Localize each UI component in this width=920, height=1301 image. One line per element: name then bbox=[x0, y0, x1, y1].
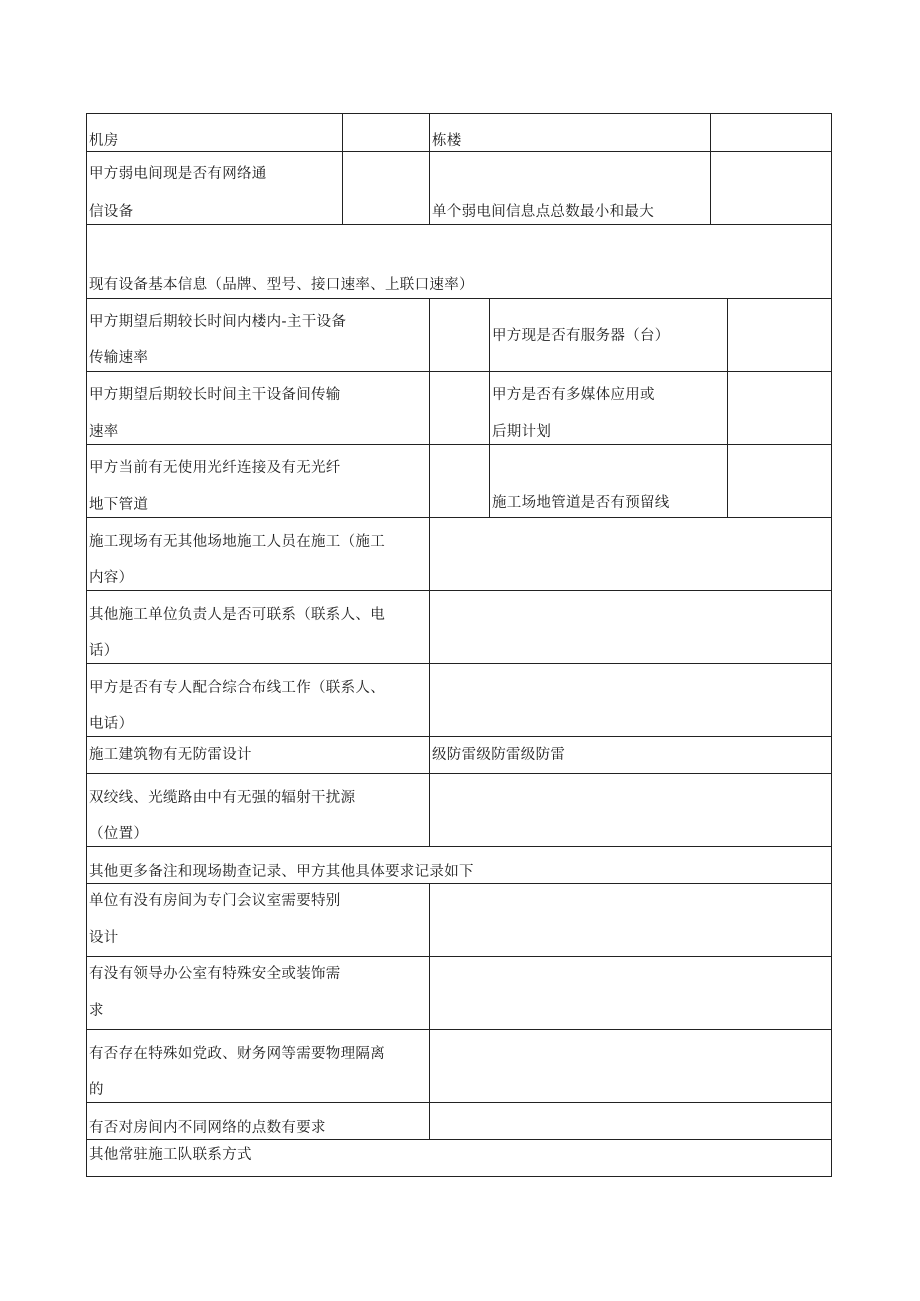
table-row bbox=[87, 774, 831, 847]
label-cell bbox=[87, 664, 429, 736]
label-cell bbox=[87, 152, 342, 224]
table-row bbox=[87, 591, 831, 664]
value-cell[interactable] bbox=[429, 1103, 831, 1139]
label-dedicated-liaison-cont: 电话） bbox=[89, 716, 134, 732]
value-cell[interactable] bbox=[429, 957, 831, 1029]
label-backbone-rate-in-building-cont: 传输速率 bbox=[89, 350, 149, 366]
value-cell[interactable] bbox=[429, 372, 489, 444]
label-cell bbox=[87, 737, 429, 773]
value-cell[interactable] bbox=[429, 664, 831, 736]
value-cell[interactable] bbox=[727, 372, 831, 444]
table-row bbox=[87, 1030, 831, 1103]
label-cell bbox=[87, 1140, 831, 1176]
value-cell[interactable] bbox=[429, 591, 831, 663]
table-row bbox=[87, 847, 831, 884]
value-cell[interactable] bbox=[342, 114, 429, 151]
label-cell bbox=[87, 957, 429, 1029]
label-cell bbox=[489, 372, 727, 444]
label-weak-room-network-cont: 信设备 bbox=[89, 204, 134, 220]
table-row bbox=[87, 225, 831, 299]
label-cell bbox=[87, 372, 429, 444]
label-backbone-inter-rate-cont: 速率 bbox=[89, 424, 119, 440]
table-row bbox=[87, 445, 831, 518]
value-cell bbox=[429, 737, 831, 773]
label-cell bbox=[87, 591, 429, 663]
label-building: 栋楼 bbox=[432, 133, 462, 149]
label-physical-isolation: 有否存在特殊如党政、财务网等需要物理隔离 bbox=[89, 1046, 385, 1062]
label-physical-isolation-cont: 的 bbox=[89, 1082, 104, 1098]
value-cell[interactable] bbox=[429, 774, 831, 846]
label-cell bbox=[87, 884, 429, 956]
table-row bbox=[87, 518, 831, 591]
label-leader-office-needs: 有没有领导办公室有特殊安全或装饰需 bbox=[89, 966, 341, 982]
label-interference-source-cont: （位置） bbox=[89, 826, 149, 842]
label-fiber-usage: 甲方当前有无使用光纤连接及有无光纤 bbox=[89, 460, 341, 476]
label-machine-room: 机房 bbox=[89, 133, 119, 149]
label-meeting-room-design-cont: 设计 bbox=[89, 930, 119, 946]
label-fiber-usage-cont: 地下管道 bbox=[89, 497, 149, 513]
label-cell bbox=[489, 445, 727, 517]
label-cell bbox=[429, 152, 710, 224]
value-cell[interactable] bbox=[710, 152, 831, 224]
table-row bbox=[87, 114, 831, 152]
label-network-point-count: 有否对房间内不同网络的点数有要求 bbox=[89, 1120, 326, 1136]
label-cell bbox=[87, 299, 429, 371]
label-cell bbox=[87, 847, 831, 883]
label-interference-source: 双绞线、光缆路由中有无强的辐射干扰源 bbox=[89, 790, 356, 806]
label-resident-team-contact: 其他常驻施工队联系方式 bbox=[89, 1147, 252, 1163]
value-cell[interactable] bbox=[429, 518, 831, 590]
value-cell[interactable] bbox=[429, 884, 831, 956]
label-cell bbox=[429, 114, 710, 151]
table-row bbox=[87, 1103, 831, 1140]
label-info-points-min-max: 单个弱电间信息点总数最小和最大 bbox=[432, 204, 654, 220]
table-row bbox=[87, 737, 831, 774]
table-row bbox=[87, 372, 831, 445]
table-row bbox=[87, 884, 831, 957]
label-lightning-protection: 施工建筑物有无防雷设计 bbox=[89, 747, 252, 763]
label-cell bbox=[87, 445, 429, 517]
label-leader-office-needs-cont: 求 bbox=[89, 1003, 104, 1019]
value-cell[interactable] bbox=[429, 299, 489, 371]
label-existing-equipment: 现有设备基本信息（品牌、型号、接口速率、上联口速率） bbox=[89, 277, 474, 293]
label-multimedia: 甲方是否有多媒体应用或 bbox=[492, 387, 655, 403]
label-cell bbox=[489, 299, 727, 371]
label-servers: 甲方现是否有服务器（台） bbox=[492, 328, 670, 344]
label-cell bbox=[87, 225, 831, 298]
label-cell bbox=[87, 518, 429, 590]
label-cell bbox=[87, 774, 429, 846]
label-dedicated-liaison: 甲方是否有专人配合综合布线工作（联系人、 bbox=[89, 680, 385, 696]
label-meeting-room-design: 单位有没有房间为专门会议室需要特别 bbox=[89, 893, 341, 909]
table-row bbox=[87, 957, 831, 1030]
value-cell[interactable] bbox=[727, 299, 831, 371]
value-cell[interactable] bbox=[429, 1030, 831, 1102]
value-cell[interactable] bbox=[429, 445, 489, 517]
label-backbone-rate-in-building: 甲方期望后期较长时间内楼内-主干设备 bbox=[89, 314, 347, 330]
lightning-protection-levels: 级防雷级防雷级防雷 bbox=[432, 747, 566, 763]
label-multimedia-cont: 后期计划 bbox=[492, 424, 552, 440]
label-other-contractor-contact-cont: 话） bbox=[89, 643, 119, 659]
value-cell[interactable] bbox=[342, 152, 429, 224]
label-cell bbox=[87, 114, 342, 151]
label-cell bbox=[87, 1030, 429, 1102]
label-backbone-inter-rate: 甲方期望后期较长时间主干设备间传输 bbox=[89, 387, 341, 403]
table-row bbox=[87, 664, 831, 737]
survey-form-table bbox=[86, 113, 832, 1177]
label-additional-notes: 其他更多备注和现场勘查记录、甲方其他具体要求记录如下 bbox=[89, 864, 474, 880]
value-cell[interactable] bbox=[727, 445, 831, 517]
table-row bbox=[87, 1140, 831, 1176]
value-cell[interactable] bbox=[710, 114, 831, 151]
table-row bbox=[87, 152, 831, 225]
table-row bbox=[87, 299, 831, 372]
label-other-contractors-onsite: 施工现场有无其他场地施工人员在施工（施工 bbox=[89, 534, 385, 550]
label-other-contractor-contact: 其他施工单位负责人是否可联系（联系人、电 bbox=[89, 607, 385, 623]
label-weak-room-network: 甲方弱电间现是否有网络通 bbox=[89, 166, 267, 182]
label-reserved-conduit: 施工场地管道是否有预留线 bbox=[492, 495, 670, 511]
label-other-contractors-onsite-cont: 内容） bbox=[89, 570, 134, 586]
label-cell bbox=[87, 1103, 429, 1139]
